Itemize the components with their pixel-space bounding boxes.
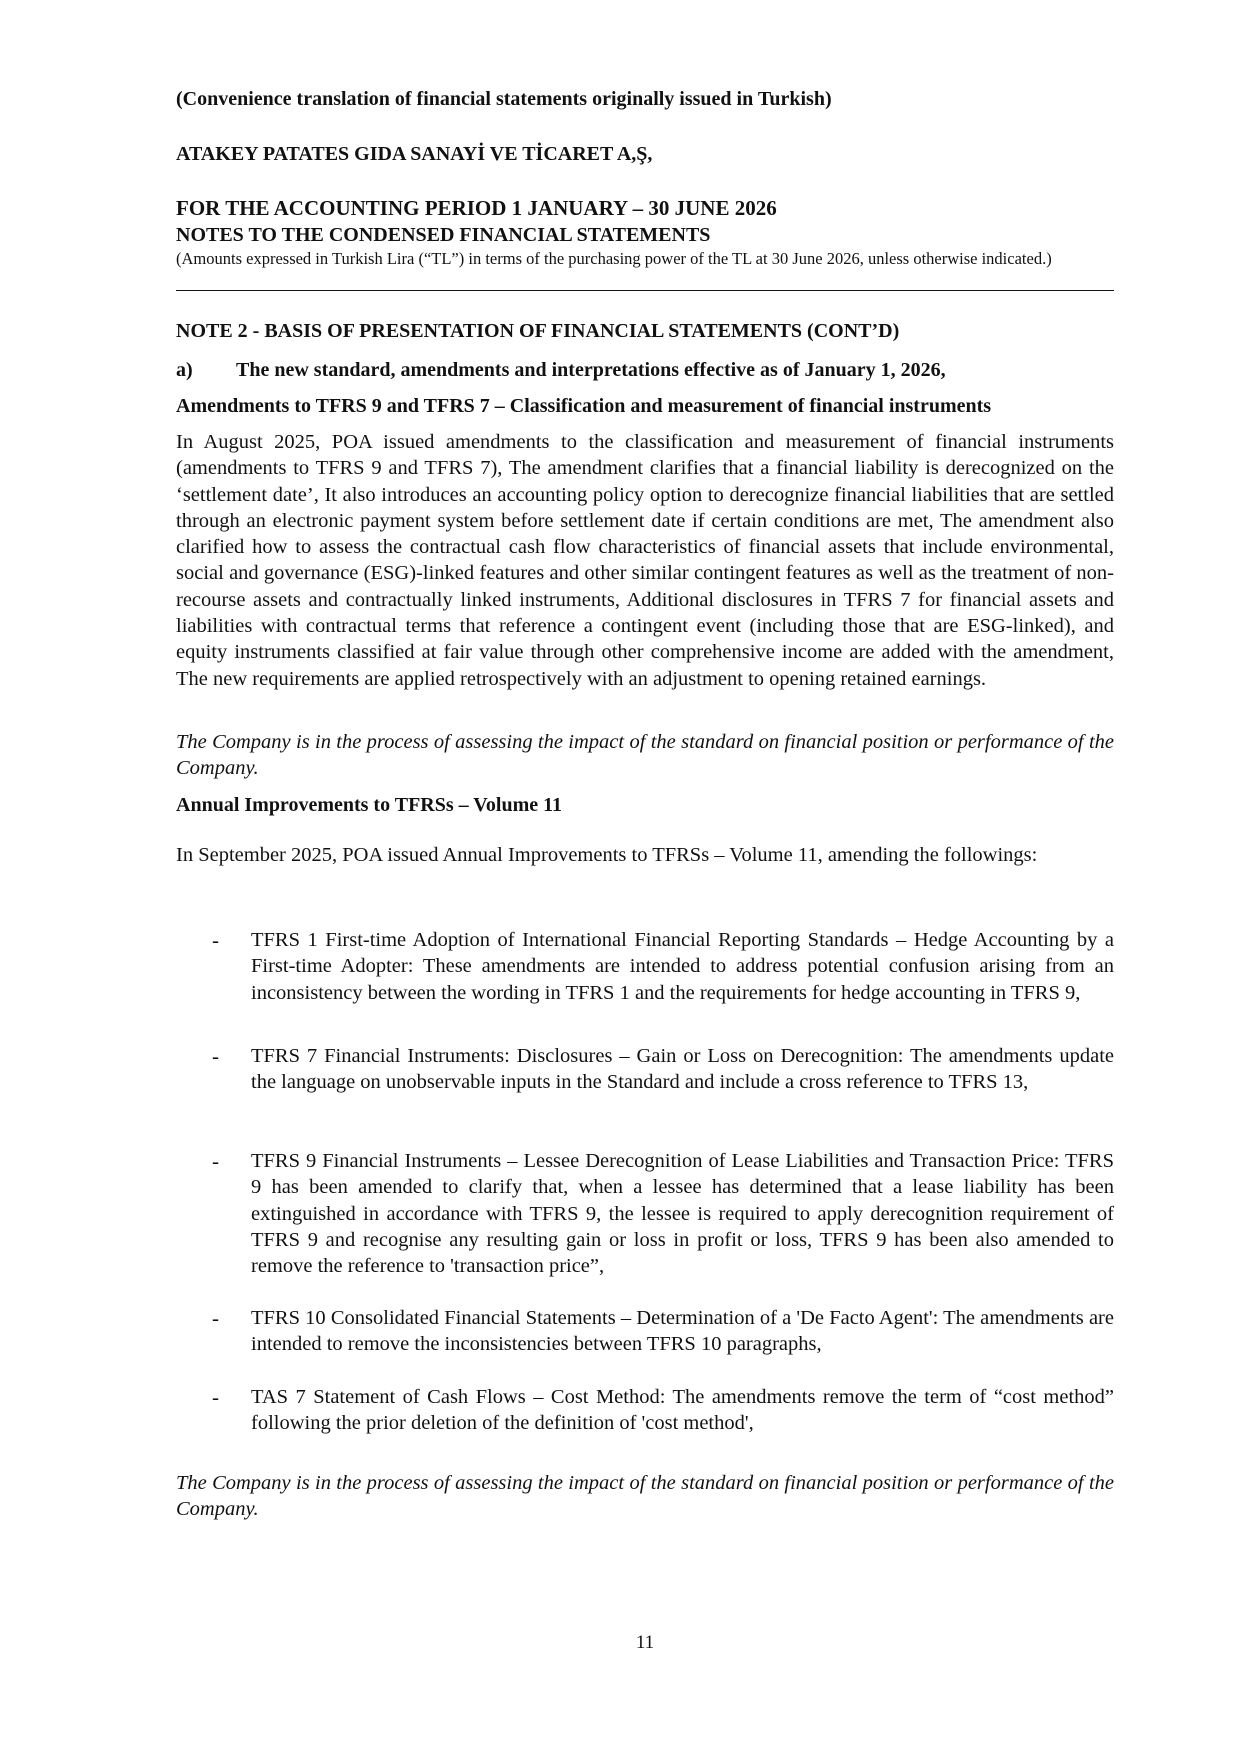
list-item-text: TFRS 7 Financial Instruments: Disclosures – Gain or Loss on Derecognition: The amendments update the language on unobservable inputs in the Standard and include a cross reference to TFRS 13, — [251, 1045, 1114, 1094]
section-letter: a) — [176, 359, 193, 381]
assessment-statement-1: The Company is in the process of assessing the impact of the standard on financial position or performance of the Company. — [176, 731, 1114, 780]
page-number: 11 — [635, 1632, 655, 1653]
bullet-dash: - — [212, 928, 219, 952]
assessment-statement-2: The Company is in the process of assessing the impact of the standard on financial position or performance of the Company. — [176, 1472, 1114, 1521]
note-title: NOTE 2 - BASIS OF PRESENTATION OF FINANCIAL STATEMENTS (CONT’D) — [176, 320, 900, 342]
amendment-paragraph: In August 2025, POA issued amendments to the classification and measurement of financial instruments (amendments to TFRS 9 and TFRS 7), The amendment clarifies that a financial liability is derecognized on the ‘settlement date’, It also introduces an accounting policy option to derecognize financial liabilities that are settled through an electronic payment system before settlement date if certain conditions are met, The amendment also clarified how to assess the contractual cash flow characteristics of financial assets that include environmental, social and governance (ESG)-linked features and other similar contingent features as well as the treatment of non-recourse assets and contractually linked instruments, Additional disclosures in TFRS 7 for financial assets and liabilities with contractual terms that reference a contingent event (including those that are ESG-linked), and equity instruments classified at fair value through other comprehensive income are added with the amendment, The new requirements are applied retrospectively with an adjustment to opening retained earnings. — [176, 431, 1114, 690]
list-item-text: TFRS 10 Consolidated Financial Statements – Determination of a 'De Facto Agent': The amendments are intended to remove the inconsistencies between TFRS 10 paragraphs, — [251, 1307, 1114, 1356]
annual-improvements-intro: In September 2025, POA issued Annual Improvements to TFRSs – Volume 11, amending the followings: — [176, 844, 1038, 866]
bullet-dash: - — [212, 1044, 219, 1068]
convenience-translation-note: (Convenience translation of financial statements originally issued in Turkish) — [176, 88, 832, 110]
list-item-text: TFRS 1 First-time Adoption of International Financial Reporting Standards – Hedge Accounting by a First-time Adopter: These amendments are intended to address potential confusion arising from an inconsistency between the wording in TFRS 1 and the requirements for hedge accounting in TFRS 9, — [251, 929, 1114, 1004]
amendment-heading: Amendments to TFRS 9 and TFRS 7 – Classification and measurement of financial instruments — [176, 395, 992, 417]
list-item-text: TAS 7 Statement of Cash Flows – Cost Method: The amendments remove the term of “cost method” following the prior deletion of the definition of 'cost method', — [251, 1386, 1114, 1435]
section-title: The new standard, amendments and interpretations effective as of January 1, 2026, — [236, 359, 946, 381]
notes-title: NOTES TO THE CONDENSED FINANCIAL STATEMENTS — [176, 224, 711, 246]
amounts-note: (Amounts expressed in Turkish Lira (“TL”) in terms of the purchasing power of the TL at 30 June 2026, unless otherwise indicated.) — [176, 249, 1052, 268]
section-heading — [176, 359, 946, 382]
list-item-text: TFRS 9 Financial Instruments – Lessee Derecognition of Lease Liabilities and Transaction Price: TFRS 9 has been amended to clarify that, when a lessee has determined that a lease liability has been extinguished in accordance with TFRS 9, the lessee is required to apply derecognition requirement of TFRS 9 and recognise any resulting gain or loss in profit or loss, TFRS 9 has been also amended to remove the reference to 'transaction price”, — [251, 1150, 1114, 1278]
bullet-dash: - — [212, 1306, 219, 1330]
bullet-dash: - — [212, 1385, 219, 1409]
bullet-dash: - — [212, 1149, 219, 1173]
header-divider — [176, 290, 1114, 291]
company-name: ATAKEY PATATES GIDA SANAYİ VE TİCARET A,Ş, — [176, 143, 653, 165]
annual-improvements-heading: Annual Improvements to TFRSs – Volume 11 — [176, 794, 562, 816]
accounting-period: FOR THE ACCOUNTING PERIOD 1 JANUARY – 30 JUNE 2026 — [176, 196, 777, 220]
